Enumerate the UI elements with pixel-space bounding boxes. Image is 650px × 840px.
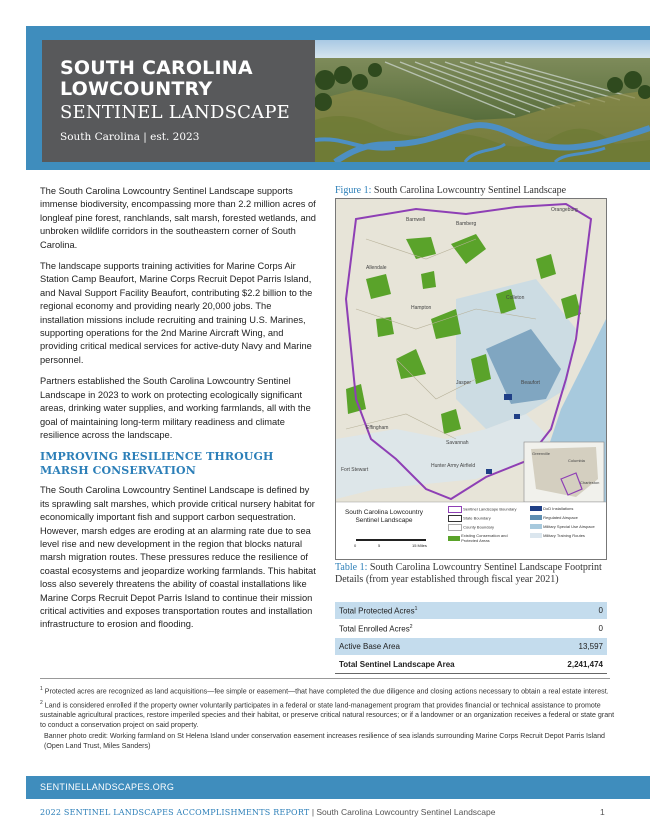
place-label-jasper: Jasper (456, 380, 472, 386)
table-cell-value: 13,597 (536, 638, 607, 656)
footnote-2-text: Land is considered enrolled if the property owner voluntarily participates in a federal or state land-management program that provides financial or technical assistance to promote sustainable agricultural practices, restore imperiled species and their habitat, or preserve critical natural resources; or if a landowner or an organization receives a federal or state grant to conduct a conservation project on said property. (40, 701, 615, 729)
footnote-1-text: Protected acres are recognized as land acquisitions—fee simple or easement—that have completed the due diligence and closing actions necessary to obtain a real estate interest. (44, 687, 609, 696)
legend-item-regulated (530, 515, 606, 520)
figure-caption (335, 185, 566, 196)
body-column (40, 185, 316, 640)
table-label: Table 1: (335, 562, 368, 573)
report-subtitle: South Carolina Lowcountry Sentinel Landscape (316, 807, 496, 817)
legend-label-regulated: Regulated Airspace (543, 515, 578, 520)
row-label: Total Protected Acres (339, 606, 415, 616)
page-subtitle: South Carolina | est. 2023 (60, 131, 200, 143)
legend-label-conservation: Existing Conservation and Protected Areas (461, 533, 508, 543)
footnote-ref: 2 (409, 623, 413, 630)
table-caption-text: South Carolina Lowcountry Sentinel Landscape Footprint Details (from year established through fiscal year 2021) (335, 562, 602, 585)
site-link[interactable]: SENTINELLANDSCAPES.ORG (40, 782, 175, 792)
banner-photo-illustration (315, 40, 650, 162)
footprint-table (335, 602, 607, 674)
legend-item-sentinel (448, 506, 528, 513)
legend-label-sentinel: Sentinel Landscape Boundary (463, 506, 517, 512)
place-label-orangeburg: Orangeburg (551, 207, 578, 213)
legend-item-conservation (448, 533, 528, 543)
place-label-fort-stewart: Fort Stewart (341, 467, 369, 473)
table-cell-value: 0 (536, 602, 607, 620)
section-heading: IMPROVING RESILIENCE THROUGH MARSH CONSERVATION (40, 450, 274, 477)
scale-bar (356, 539, 426, 541)
footnotes (40, 685, 620, 753)
legend-item-special-use (530, 524, 606, 529)
table-total-label: Total Sentinel Landscape Area (335, 656, 536, 674)
legend-label-training: Military Training Routes (543, 533, 585, 538)
place-label-hampton: Hampton (411, 305, 432, 311)
title-line-2: LOWCOUNTRY (60, 78, 213, 100)
legend-item-dod (530, 506, 606, 511)
landscape-map (335, 198, 607, 560)
footnote-divider (40, 678, 610, 679)
place-label-barnwell: Barnwell (406, 217, 426, 223)
footnote-2 (40, 699, 620, 730)
map-legend (448, 506, 606, 556)
table-row (335, 620, 607, 638)
footnote-marker-1: 1 (40, 686, 43, 692)
legend-label-dod: DoD Installations (543, 506, 574, 511)
title-block (42, 40, 332, 162)
inset-label-charleston: Charleston (580, 480, 600, 485)
figure-caption-text: South Carolina Lowcountry Sentinel Landscape (373, 185, 567, 196)
table-total-value: 2,241,474 (536, 656, 607, 674)
place-label-bamberg: Bamberg (456, 221, 477, 227)
footnote-ref: 1 (414, 605, 418, 612)
table-cell-value: 0 (536, 620, 607, 638)
legend-label-county: County Boundary (463, 524, 495, 530)
table-row (335, 602, 607, 620)
footer-separator: | (309, 807, 317, 817)
scale-label-5: 5 (378, 543, 381, 548)
inset-label-greenville: Greenville (532, 451, 551, 456)
figure-label: Figure 1: (335, 185, 372, 196)
scale-label-0: 0 (354, 543, 357, 548)
inset-label-columbia: Columbia (568, 458, 585, 463)
table-row (335, 638, 607, 656)
place-label-savannah: Savannah (446, 440, 469, 446)
footer-report-line (40, 807, 495, 817)
place-label-beaufort: Beaufort (521, 380, 540, 386)
footnote-marker-2: 2 (40, 699, 43, 706)
page-title (60, 58, 253, 100)
table-caption (335, 562, 615, 586)
report-title: 2022 SENTINEL LANDSCAPES ACCOMPLISHMENTS REPORT (40, 808, 310, 817)
map-title: South Carolina Lowcountry Sentinel Landscape (344, 509, 424, 524)
footnote-1 (40, 685, 620, 697)
table-total-row (335, 656, 607, 674)
table-cell-label (335, 602, 536, 620)
photo-credit: Banner photo credit: Working farmland on St Helena Island under conservation easement increases resilience of sea islands surrounding Marine Corps Recruit Depot Parris Island (Open Land Trust, Miles Sanders) (44, 732, 605, 750)
scale-label-15: 15 Miles (412, 543, 427, 548)
banner-photo (315, 40, 650, 162)
legend-item-county (448, 524, 528, 531)
legend-item-training (530, 533, 606, 538)
page-number: 1 (600, 807, 605, 817)
place-label-hunter: Hunter Army Airfield (431, 463, 476, 469)
place-label-colleton: Colleton (506, 295, 525, 301)
intro-paragraph: The South Carolina Lowcountry Sentinel Landscape supports immense biodiversity, encompassing more than 2.2 million acres of longleaf pine forest, ranchlands, salt marsh, forested wetlands, and unbroken wildlife corridors in the southeastern corner of South Carolina. (40, 186, 316, 250)
legend-item-state (448, 515, 528, 522)
place-label-allendale: Allendale (366, 265, 387, 271)
partners-paragraph: Partners established the South Carolina Lowcountry Sentinel Landscape in 2023 to work on protecting ecologically significant areas, drinking water supplies, and working farmlands, all with the goal of maintaining long-term military readiness and climate resilience across the landscape. (40, 376, 311, 440)
map-scale (356, 539, 436, 553)
footer-bar (26, 776, 650, 799)
map-graphic (336, 199, 606, 559)
title-line-1: SOUTH CAROLINA (60, 57, 253, 79)
marsh-paragraph: The South Carolina Lowcountry Sentinel Landscape is defined by its sprawling salt marshes, which provide critical nursery habitat for economically important fish and support carbon sequestration. However, marsh edges are eroding at an alarming rate due to sea level rise and new development in the region that blocks natural marsh migration routes. These pressures reduce the resilience of coastal ecosystems and jeopardize working farmlands. This habitat loss also severely threatens the ability of coastal installations like Marine Corps Recruit Depot Parris Island to continue their mission critical activities and exposes transportation routes and installation infrastructure to erosion and flooding. (40, 485, 316, 630)
row-label: Total Enrolled Acres (339, 624, 410, 634)
legend-label-special-use: Military Special Use Airspace (543, 524, 595, 529)
place-label-effingham: Effingham (366, 425, 389, 431)
legend-label-state: State Boundary (463, 515, 491, 521)
missions-paragraph: The landscape supports training activities for Marine Corps Air Station Camp Beaufort, Marine Corps Recruit Depot Parris Island, and Naval Support Facility Beaufort, contributing $2.2 billion to the regional economy and providing nearly 20,000 jobs. The installation missions include recruiting and training U.S. Marines, supporting operations for the 2nd Marine Aircraft Wing, and providing critical medical services for active-duty Navy and Marine personnel. (40, 261, 313, 365)
title-line-3: SENTINEL LANDSCAPE (60, 102, 290, 123)
table-cell-label: Active Base Area (335, 638, 536, 656)
table-cell-label (335, 620, 536, 638)
